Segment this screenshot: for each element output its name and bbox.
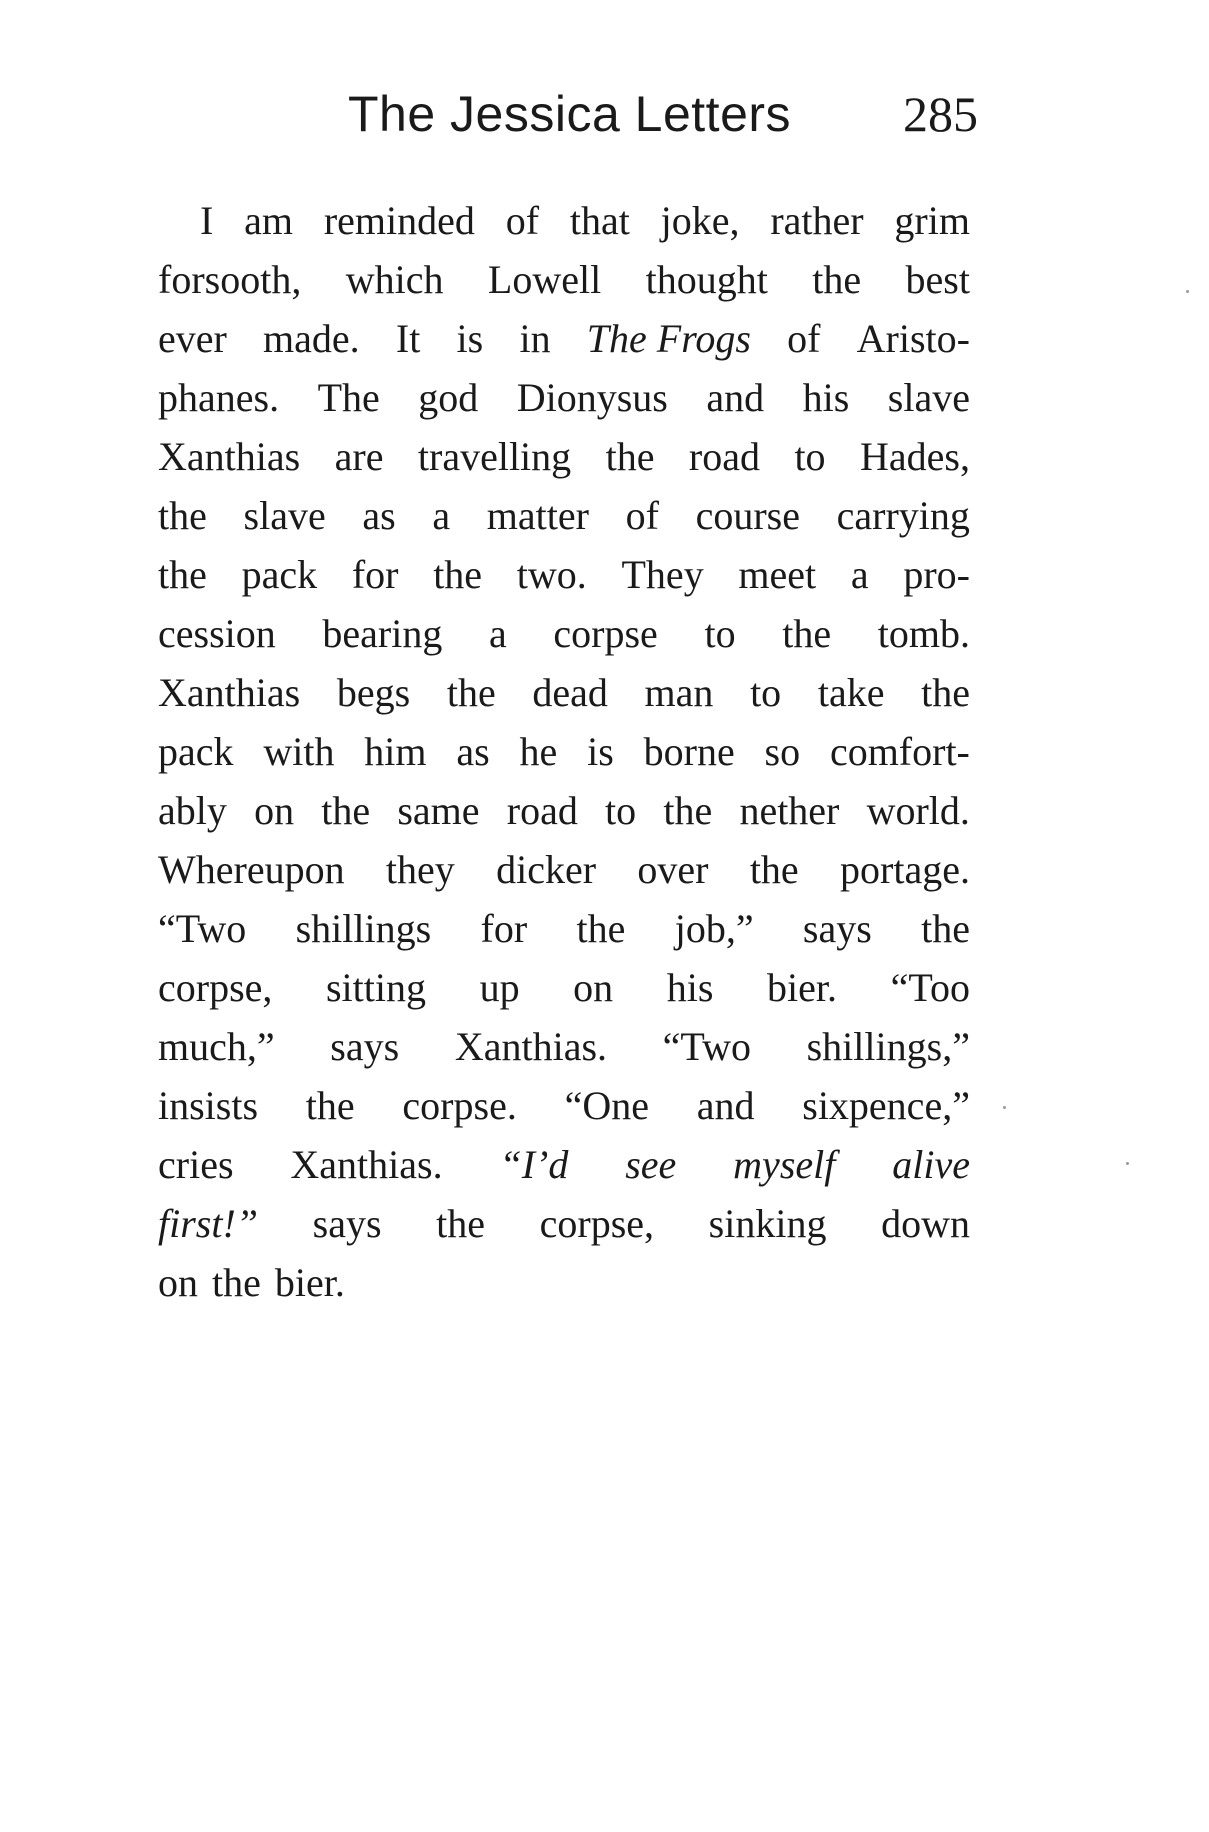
text-line: phanes. The god Dionysus and his slave bbox=[158, 375, 970, 420]
scan-speck bbox=[1003, 1106, 1006, 1109]
text-line: forsooth, which Lowell thought the best bbox=[158, 257, 970, 302]
text-line: ever made. It is in The Frogs of Aristo- bbox=[158, 309, 970, 368]
text-line: cession bearing a corpse to the tomb. bbox=[158, 611, 970, 656]
text-line: first!” says the corpse, sinking down bbox=[158, 1194, 970, 1253]
scan-speck bbox=[1126, 1162, 1129, 1165]
italic-title: The Frogs bbox=[586, 316, 751, 361]
text-line: on the bier. bbox=[158, 1260, 345, 1305]
text-line: Xanthias begs the dead man to take the bbox=[158, 670, 970, 715]
text-line: Xanthias are travelling the road to Hades, bbox=[158, 434, 970, 479]
running-title: The Jessica Letters bbox=[348, 86, 792, 142]
scan-speck bbox=[1186, 290, 1189, 293]
text-line: insists the corpse. “One and sixpence,” bbox=[158, 1083, 970, 1128]
text-line: corpse, sitting up on his bier. “Too bbox=[158, 965, 970, 1010]
text-line: “Two shillings for the job,” says the bbox=[158, 906, 970, 951]
text-line: the slave as a matter of course carrying bbox=[158, 493, 970, 538]
text-line: I am reminded of that joke, rather grim bbox=[200, 198, 970, 243]
running-head bbox=[158, 82, 978, 146]
text-line: the pack for the two. They meet a pro- bbox=[158, 552, 970, 597]
italic-quote: see bbox=[625, 1142, 677, 1187]
text-line: much,” says Xanthias. “Two shillings,” bbox=[158, 1024, 970, 1069]
text-line: ably on the same road to the nether world. bbox=[158, 788, 970, 833]
page-number: 285 bbox=[903, 86, 978, 142]
text-line: Whereupon they dicker over the portage. bbox=[158, 847, 970, 892]
italic-quote: myself bbox=[733, 1142, 836, 1187]
italic-quote: alive bbox=[892, 1142, 970, 1187]
paragraph bbox=[158, 191, 970, 1312]
italic-quote: first!” bbox=[158, 1201, 259, 1246]
text-line: pack with him as he is borne so comfort- bbox=[158, 729, 970, 774]
text-line: cries Xanthias. “I’d see myself alive bbox=[158, 1135, 970, 1194]
italic-quote: “I’d bbox=[499, 1142, 569, 1187]
